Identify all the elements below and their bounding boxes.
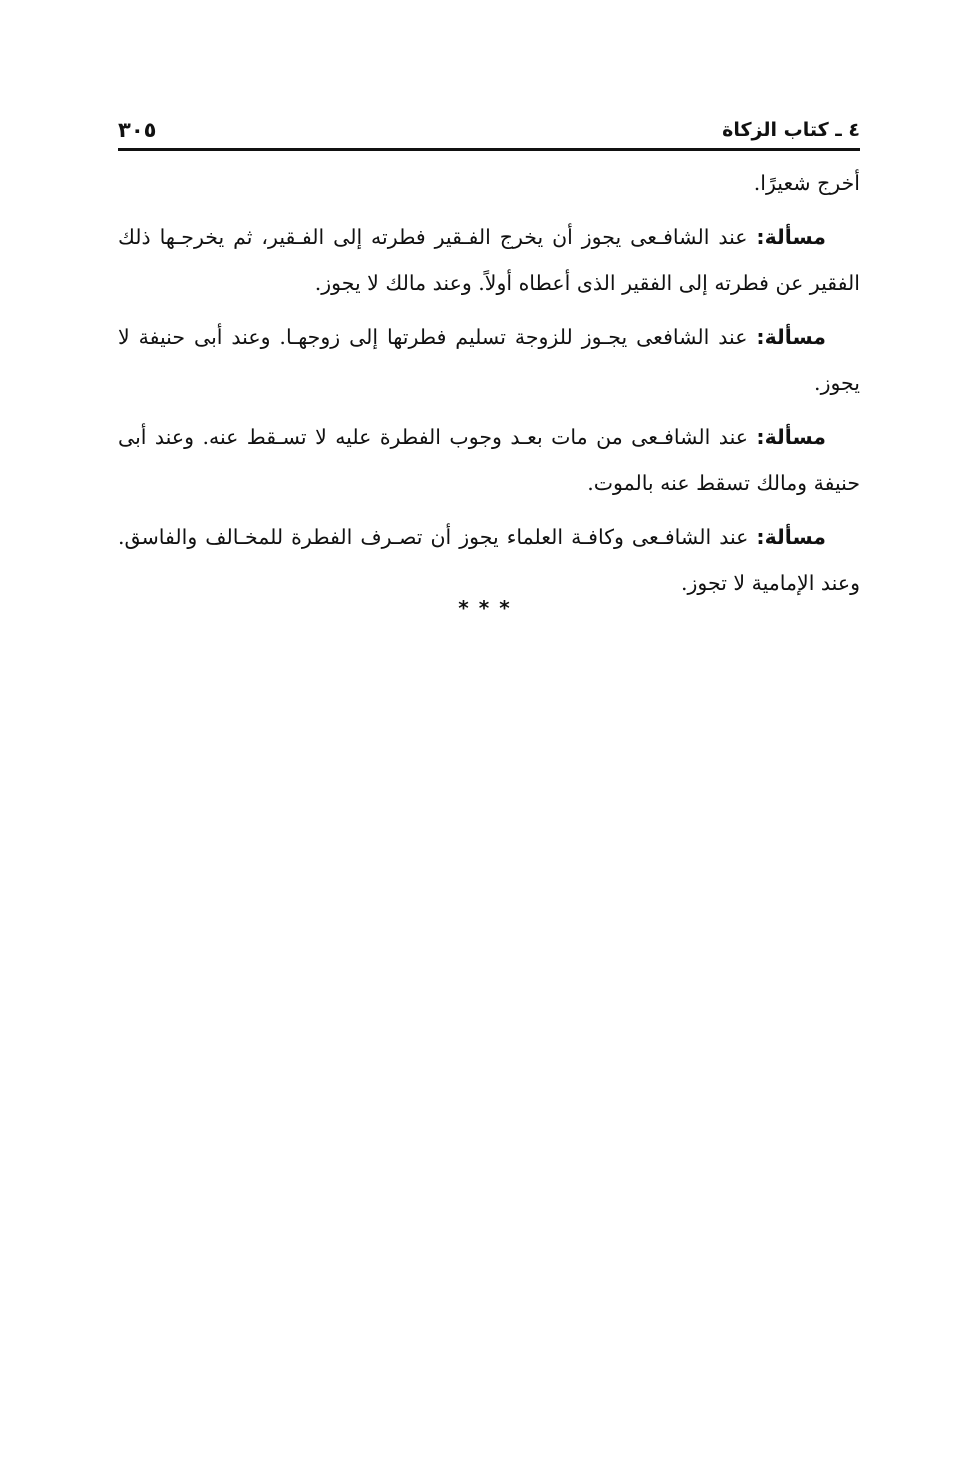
page-header bbox=[118, 108, 860, 144]
paragraph bbox=[118, 160, 860, 206]
paragraph-text: عند الشافـعى يجوز أن يخرج الفـقير فطرته إلى الفـقير، ثم يخرجـها ذلك الفقير عن فطرته إلى الفقير الذى أعطاه أولاً. وعند مالك لا يجوز. bbox=[118, 225, 860, 295]
body-text bbox=[118, 160, 860, 614]
header-rule bbox=[118, 148, 860, 151]
section-separator: *** bbox=[458, 596, 520, 620]
paragraph bbox=[118, 314, 860, 406]
paragraph-text: عند الشافعى يجـوز للزوجة تسليم فطرتها إلى زوجهـا. وعند أبى حنيفة لا يجوز. bbox=[118, 325, 860, 395]
page-number: ٣٠٥ bbox=[118, 118, 157, 142]
running-title: ٤ ـ كتاب الزكاة bbox=[722, 119, 860, 141]
paragraph-text: عند الشافـعى من مات بعـد وجوب الفطرة عليه لا تسـقط عنه. وعند أبى حنيفة ومالك تسقط عنه بالموت. bbox=[118, 425, 860, 495]
paragraph-lead: مسألة: bbox=[756, 225, 826, 249]
paragraph-lead: مسألة: bbox=[756, 525, 826, 549]
paragraph-lead: مسألة: bbox=[756, 425, 826, 449]
paragraph bbox=[118, 214, 860, 306]
paragraph bbox=[118, 414, 860, 506]
paragraph-text: عند الشافـعى وكافـة العلماء يجوز أن تصـرف الفطرة للمخـالف والفاسق. وعند الإمامية لا تجوز. bbox=[118, 525, 860, 595]
paragraph-text: أخرج شعيرًا. bbox=[753, 171, 860, 195]
paragraph bbox=[118, 514, 860, 606]
paragraph-lead: مسألة: bbox=[756, 325, 826, 349]
